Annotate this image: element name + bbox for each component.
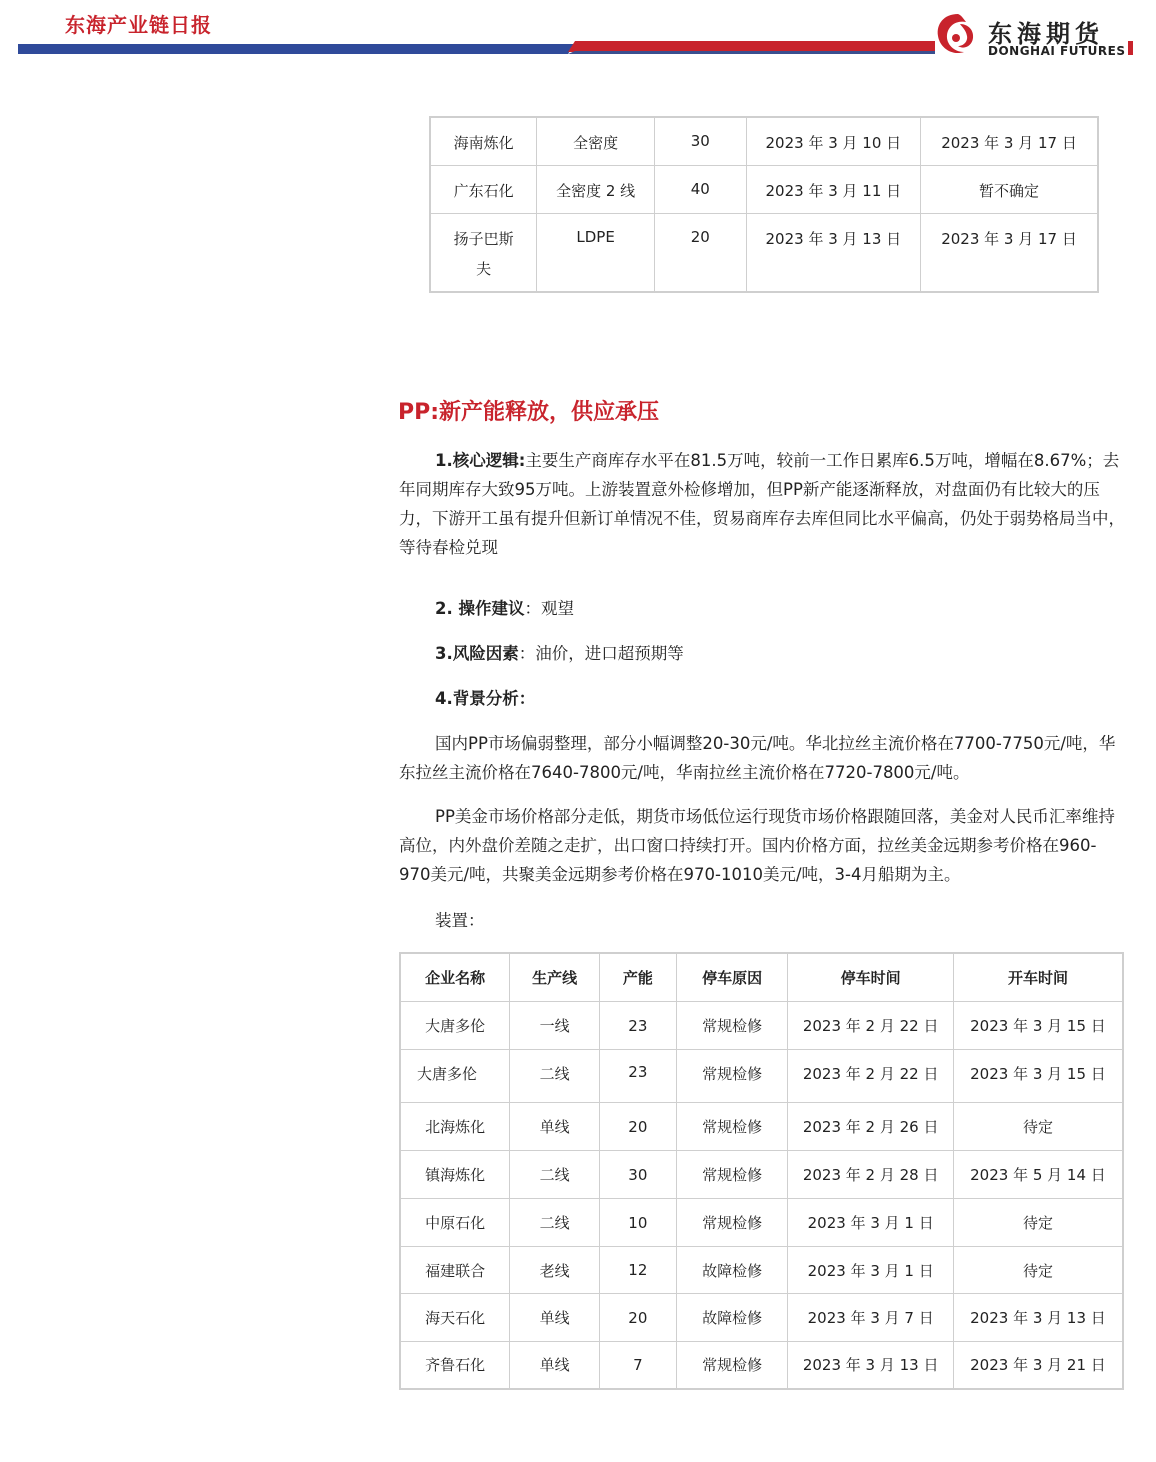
core-logic-label: 1.核心逻辑: [435, 451, 526, 470]
table-row [400, 1199, 1123, 1247]
table-cell: 常规检修 [676, 1050, 788, 1103]
table-cell: 2023 年 2 月 28 日 [788, 1151, 954, 1199]
table-cell: 7 [599, 1342, 676, 1389]
table-cell: 海南炼化 [430, 117, 537, 165]
background-label: 4.背景分析： [435, 689, 536, 708]
table-cell: 单线 [510, 1294, 600, 1342]
background-paragraph [399, 684, 1127, 713]
report-title: 东海产业链日报 [65, 13, 212, 37]
table-cell: 30 [654, 117, 746, 165]
table-cell: 中原石化 [400, 1199, 510, 1247]
table-cell: 2023 年 3 月 1 日 [788, 1247, 954, 1294]
table-cell: 二线 [510, 1199, 600, 1247]
advice-paragraph [399, 594, 1127, 623]
core-logic-text: 主要生产商库存水平在81.5万吨，较前一工作日累库6.5万吨，增幅在8.67%；去年同期库存大致95万吨。上游装置意外检修增加，但PP新产能逐渐释放，对盘面仍有比较大的压力，下游开工虽有提升但新订单情况不佳，贸易商库存去库但同比水平偏高，仍处于弱势格局当中，等待春检兑现 [399, 451, 1125, 557]
table-cell: 常规检修 [676, 1002, 788, 1050]
table-row [400, 1002, 1123, 1050]
table-header-cell: 产能 [599, 953, 676, 1002]
table-cell: 大唐多伦 [400, 1002, 510, 1050]
table-cell: 2023 年 3 月 1 日 [788, 1199, 954, 1247]
table-cell: 2023 年 3 月 21 日 [953, 1342, 1123, 1389]
table-cell: 2023 年 3 月 13 日 [788, 1342, 954, 1389]
risk-text: ：油价，进口超预期等 [518, 644, 684, 663]
table-cell: 暂不确定 [921, 165, 1098, 213]
table-cell: 常规检修 [676, 1103, 788, 1151]
table-cell: 故障检修 [676, 1247, 788, 1294]
table-cell: 2023 年 3 月 13 日 [953, 1294, 1123, 1342]
table-header-cell: 停车时间 [788, 953, 954, 1002]
table-cell: 2023 年 2 月 22 日 [788, 1050, 954, 1103]
table-cell: 大唐多伦 [400, 1050, 510, 1103]
table-cell: 2023 年 5 月 14 日 [953, 1151, 1123, 1199]
table-cell: 30 [599, 1151, 676, 1199]
table-cell: 待定 [953, 1103, 1123, 1151]
table-cell: 10 [599, 1199, 676, 1247]
table-cell: 广东石化 [430, 165, 537, 213]
table-cell: 20 [654, 213, 746, 292]
logo-chinese-text: 东海期货 [988, 20, 1104, 48]
table-cell: 常规检修 [676, 1342, 788, 1389]
table-cell: 故障检修 [676, 1294, 788, 1342]
table-cell: 单线 [510, 1342, 600, 1389]
table-header-row [400, 953, 1123, 1002]
donghai-logo-icon [930, 8, 985, 63]
table-row [400, 1050, 1123, 1103]
risk-paragraph [399, 639, 1127, 668]
table-header-cell: 停车原因 [676, 953, 788, 1002]
table-row [400, 1103, 1123, 1151]
table-row [430, 117, 1098, 165]
table-cell: 北海炼化 [400, 1103, 510, 1151]
table-cell: 20 [599, 1103, 676, 1151]
table-cell: 二线 [510, 1050, 600, 1103]
table-cell: 23 [599, 1050, 676, 1103]
table-cell: 2023 年 3 月 7 日 [788, 1294, 954, 1342]
section-title: PP:新产能释放，供应承压 [398, 400, 660, 425]
table-header-cell: 企业名称 [400, 953, 510, 1002]
table-cell: 23 [599, 1002, 676, 1050]
table-row [430, 165, 1098, 213]
pe-device-table [429, 116, 1099, 293]
table-row [430, 213, 1098, 292]
logo-english-text: DONGHAI FUTURES [988, 44, 1126, 58]
table-row [400, 1151, 1123, 1199]
table-cell: LDPE [537, 213, 655, 292]
table-cell: 2023 年 2 月 26 日 [788, 1103, 954, 1151]
table-cell: 扬子巴斯夫 [430, 213, 537, 292]
logo-red-mark [1128, 41, 1133, 55]
table-cell: 福建联合 [400, 1247, 510, 1294]
table-cell: 2023 年 3 月 10 日 [746, 117, 920, 165]
table-cell: 待定 [953, 1199, 1123, 1247]
table-cell: 2023 年 3 月 15 日 [953, 1002, 1123, 1050]
table-cell: 一线 [510, 1002, 600, 1050]
table-cell: 二线 [510, 1151, 600, 1199]
core-logic-paragraph [399, 446, 1127, 562]
table-row [400, 1247, 1123, 1294]
table-cell: 海天石化 [400, 1294, 510, 1342]
pp-device-table [399, 952, 1124, 1390]
table-row [400, 1294, 1123, 1342]
table-cell: 常规检修 [676, 1151, 788, 1199]
table-cell: 全密度 [537, 117, 655, 165]
table-cell: 单线 [510, 1103, 600, 1151]
table-cell: 待定 [953, 1247, 1123, 1294]
table-cell: 40 [654, 165, 746, 213]
table-cell: 2023 年 3 月 15 日 [953, 1050, 1123, 1103]
advice-text: ：观望 [524, 599, 574, 618]
risk-label: 3.风险因素 [435, 644, 519, 663]
table-header-cell: 生产线 [510, 953, 600, 1002]
advice-label: 2. 操作建议 [435, 599, 525, 618]
table-cell: 12 [599, 1247, 676, 1294]
table-cell: 镇海炼化 [400, 1151, 510, 1199]
market-paragraph-1: 国内PP市场偏弱整理，部分小幅调整20-30元/吨。华北拉丝主流价格在7700-7750元/吨，华东拉丝主流价格在7640-7800元/吨，华南拉丝主流价格在7720-7800元/吨。 [399, 734, 1116, 782]
market-paragraph-2: PP美金市场价格部分走低，期货市场低位运行现货市场价格跟随回落，美金对人民币汇率维持高位，内外盘价差随之走扩，出口窗口持续打开。国内价格方面，拉丝美金远期参考价格在960-970美元/吨，共聚美金远期参考价格在970-1010美元/吨，3-4月船期为主。 [399, 807, 1115, 884]
table-header-cell: 开车时间 [953, 953, 1123, 1002]
table-cell: 老线 [510, 1247, 600, 1294]
table-cell: 2023 年 3 月 17 日 [921, 213, 1098, 292]
table-cell: 2023 年 3 月 13 日 [746, 213, 920, 292]
table-cell: 20 [599, 1294, 676, 1342]
table-cell: 常规检修 [676, 1199, 788, 1247]
table-cell: 2023 年 3 月 17 日 [921, 117, 1098, 165]
table-row [400, 1342, 1123, 1389]
device-label: 装置： [435, 911, 485, 930]
table-cell: 全密度 2 线 [537, 165, 655, 213]
table-cell: 2023 年 2 月 22 日 [788, 1002, 954, 1050]
table-cell: 齐鲁石化 [400, 1342, 510, 1389]
table-cell: 2023 年 3 月 11 日 [746, 165, 920, 213]
